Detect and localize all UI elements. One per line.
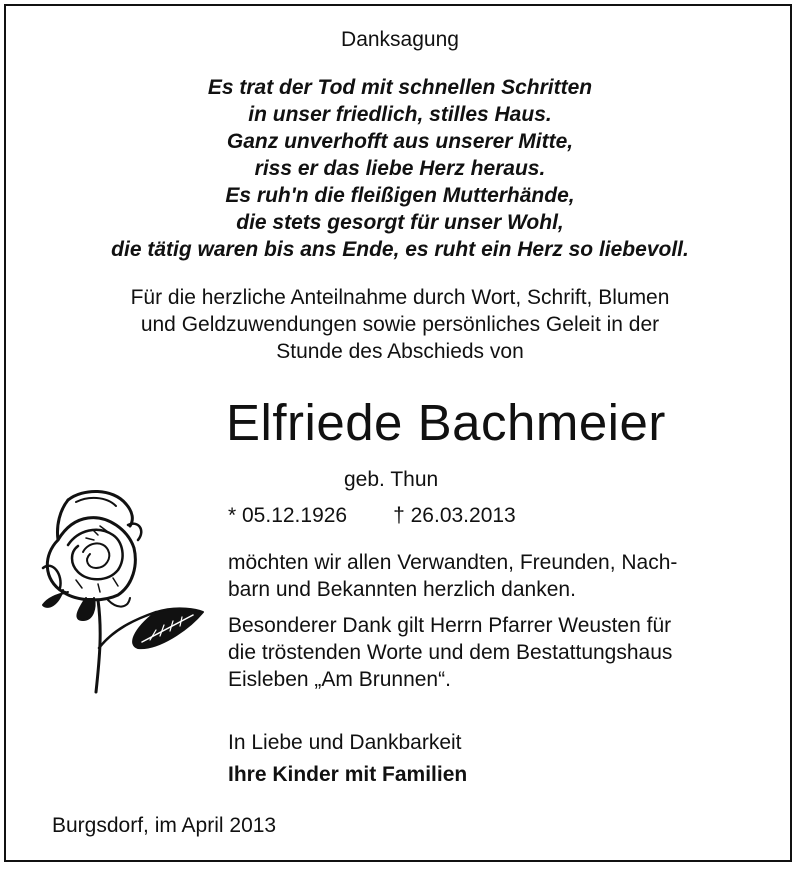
poem-line: Es trat der Tod mit schnellen Schritten (207, 76, 593, 99)
relatives-thanks-line: barn und Bekannten herzlich danken. (228, 578, 576, 601)
thanks-intro (0, 284, 800, 365)
poem-line: Es ruh'n die fleißigen Mutterhände, (225, 184, 575, 207)
closing-phrase: In Liebe und Dankbarkeit (228, 731, 462, 754)
thanks-line: und Geldzuwendungen sowie persönliches Geleit in der (140, 313, 660, 336)
signature: Ihre Kinder mit Familien (228, 763, 468, 786)
rose-icon (38, 480, 208, 695)
death-date: † 26.03.2013 (393, 504, 516, 527)
relatives-thanks-line: möchten wir allen Verwandten, Freunden, Nach- (228, 551, 678, 574)
poem-line: Ganz unverhofft aus unserer Mitte, (226, 130, 574, 153)
poem-line: die stets gesorgt für unser Wohl, (236, 211, 564, 234)
birth-name: geb. Thun (344, 468, 439, 491)
special-thanks-line: Eisleben „Am Brunnen“. (228, 668, 451, 691)
life-dates (228, 502, 516, 529)
poem-line: die tätig waren bis ans Ende, es ruht ein Herz so liebevoll. (111, 238, 689, 261)
poem-line: riss er das liebe Herz heraus. (254, 157, 546, 180)
place-date: Burgsdorf, im April 2013 (52, 814, 277, 837)
relatives-thanks (228, 549, 748, 603)
deceased-name: Elfriede Bachmeier (226, 394, 666, 451)
notice-heading: Danksagung (341, 28, 459, 51)
birth-date: * 05.12.1926 (228, 504, 348, 527)
thanks-line: Stunde des Abschieds von (276, 340, 524, 363)
special-thanks-line: die tröstenden Worte und dem Bestattungshaus (228, 641, 673, 664)
special-thanks (228, 612, 748, 693)
thanks-line: Für die herzliche Anteilnahme durch Wort, Schrift, Blumen (130, 286, 670, 309)
special-thanks-line: Besonderer Dank gilt Herrn Pfarrer Weusten für (228, 614, 672, 637)
poem (0, 74, 800, 263)
poem-line: in unser friedlich, stilles Haus. (248, 103, 552, 126)
